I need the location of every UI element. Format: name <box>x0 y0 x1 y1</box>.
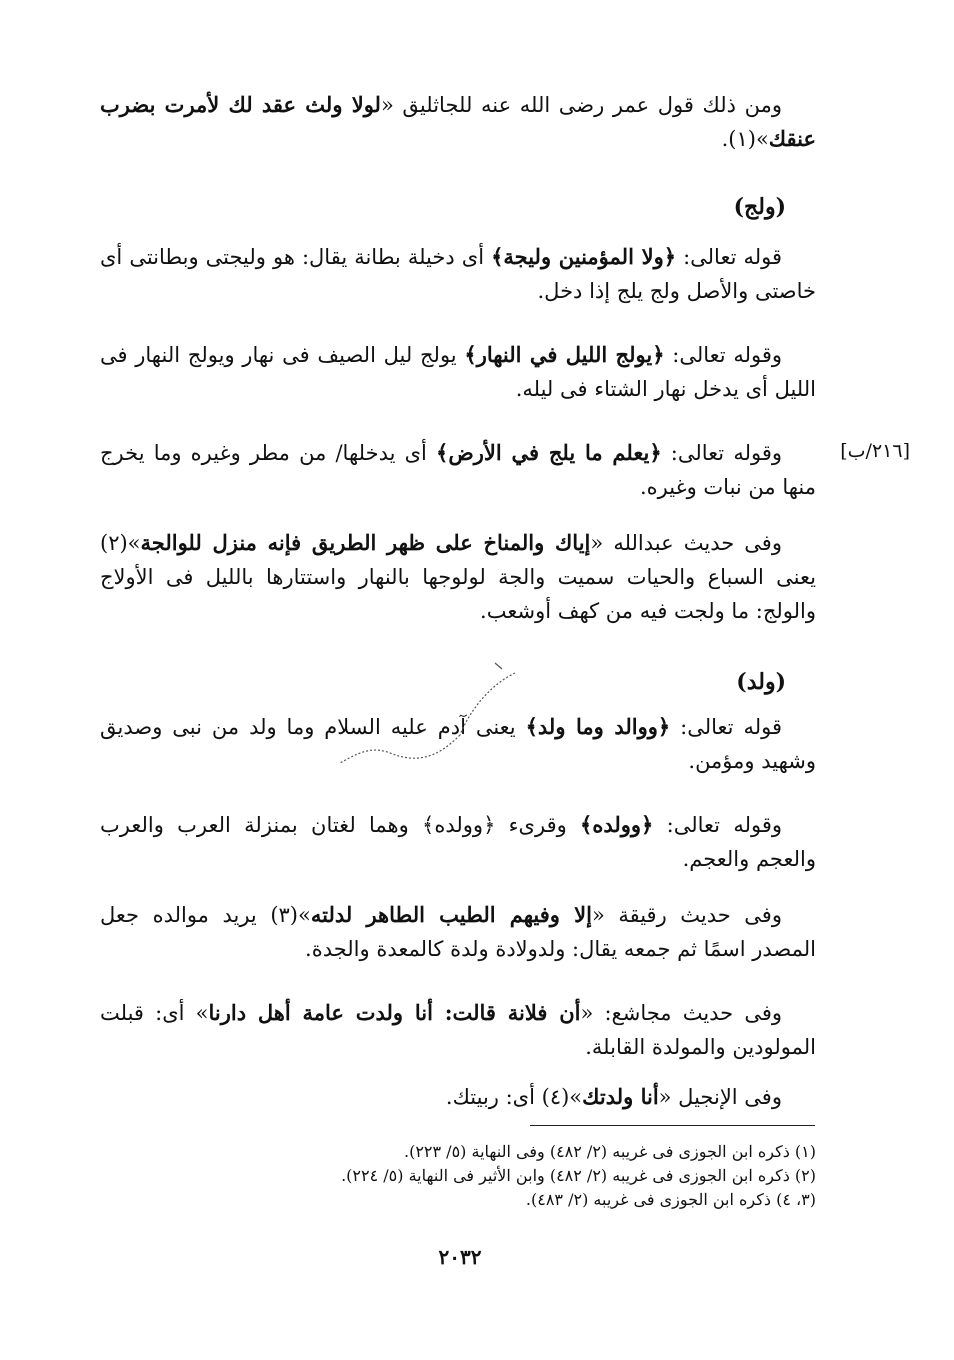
footnote-separator <box>530 1125 815 1126</box>
paragraph: قوله تعالى: ﴿ولا المؤمنين وليجة﴾ أى دخيلة بطانة يقال: هو وليجتى وبطانتى أى خاصتى والأصل ولج يلج إذا دخل. <box>100 244 816 303</box>
footnote: (١) ذكره ابن الجوزى فى غريبه (٢/ ٤٨٢) وفى النهاية (٥/ ٢٢٣). <box>403 1142 816 1161</box>
handwritten-annotation <box>320 655 520 785</box>
paragraph: وفى حديث مجاشع: «أن فلانة قالت: أنا ولدت عامة أهل دارنا» أى: قبلت المولودين والمولدة القابلة. <box>100 1000 816 1059</box>
paragraph: وقوله تعالى: ﴿وولده﴾ وقرىء ﴿وولده﴾ وهما لغتان بمنزلة العرب والعرب والعجم والعجم. <box>100 812 816 871</box>
footnote: (٢) ذكره ابن الجوزى فى غريبه (٢/ ٤٨٢) وابن الأثير فى النهاية (٥/ ٢٢٤). <box>341 1166 816 1185</box>
paragraph: قوله تعالى: ﴿ووالد وما ولد﴾ يعنى آدم عليه السلام وما ولد من نبى وصديق وشهيد ومؤمن. <box>100 714 816 773</box>
folio-marginal-note: [٢١٦/ب] <box>840 440 910 462</box>
section-heading: (ولد) <box>736 669 786 695</box>
footnote: (٣، ٤) ذكره ابن الجوزى فى غريبه (٢/ ٤٨٣). <box>525 1190 816 1209</box>
paragraph: وفى حديث عبدالله «إياك والمناخ على ظهر الطريق فإنه منزل للوالجة»(٢) يعنى السباع والحيات سميت والجة لولوجها بالنهار واستتارها بالليل فى الأولاج والولج: ما ولجت فيه من كهف أوشعب. <box>100 530 816 623</box>
paragraph: وفى حديث رقيقة «إلا وفيهم الطيب الطاهر لدلته»(٣) يريد موالده جعل المصدر اسمًا ثم جمعه يقال: ولدولادة ولدة كالمعدة والجدة. <box>100 902 816 961</box>
paragraph: ومن ذلك قول عمر رضى الله عنه للجاثليق «لولا ولث عقد لك لأمرت بضرب عنقك»(١). <box>100 92 816 151</box>
section-heading: (ولج) <box>733 194 786 220</box>
paragraph: وفى الإنجيل «أنا ولدتك»(٤) أى: ربيتك. <box>445 1084 782 1109</box>
paragraph: وقوله تعالى: ﴿يعلم ما يلج في الأرض﴾ أى يدخلها/ من مطر وغيره وما يخرج منها من نبات وغيره. <box>100 440 816 499</box>
page-number: ٢٠٣٢ <box>438 1245 482 1269</box>
paragraph: وقوله تعالى: ﴿يولج الليل في النهار﴾ يولج ليل الصيف فى نهار ويولج النهار فى الليل أى يدخل نهار الشتاء فى ليله. <box>100 342 816 401</box>
footnotes <box>180 1140 816 1212</box>
